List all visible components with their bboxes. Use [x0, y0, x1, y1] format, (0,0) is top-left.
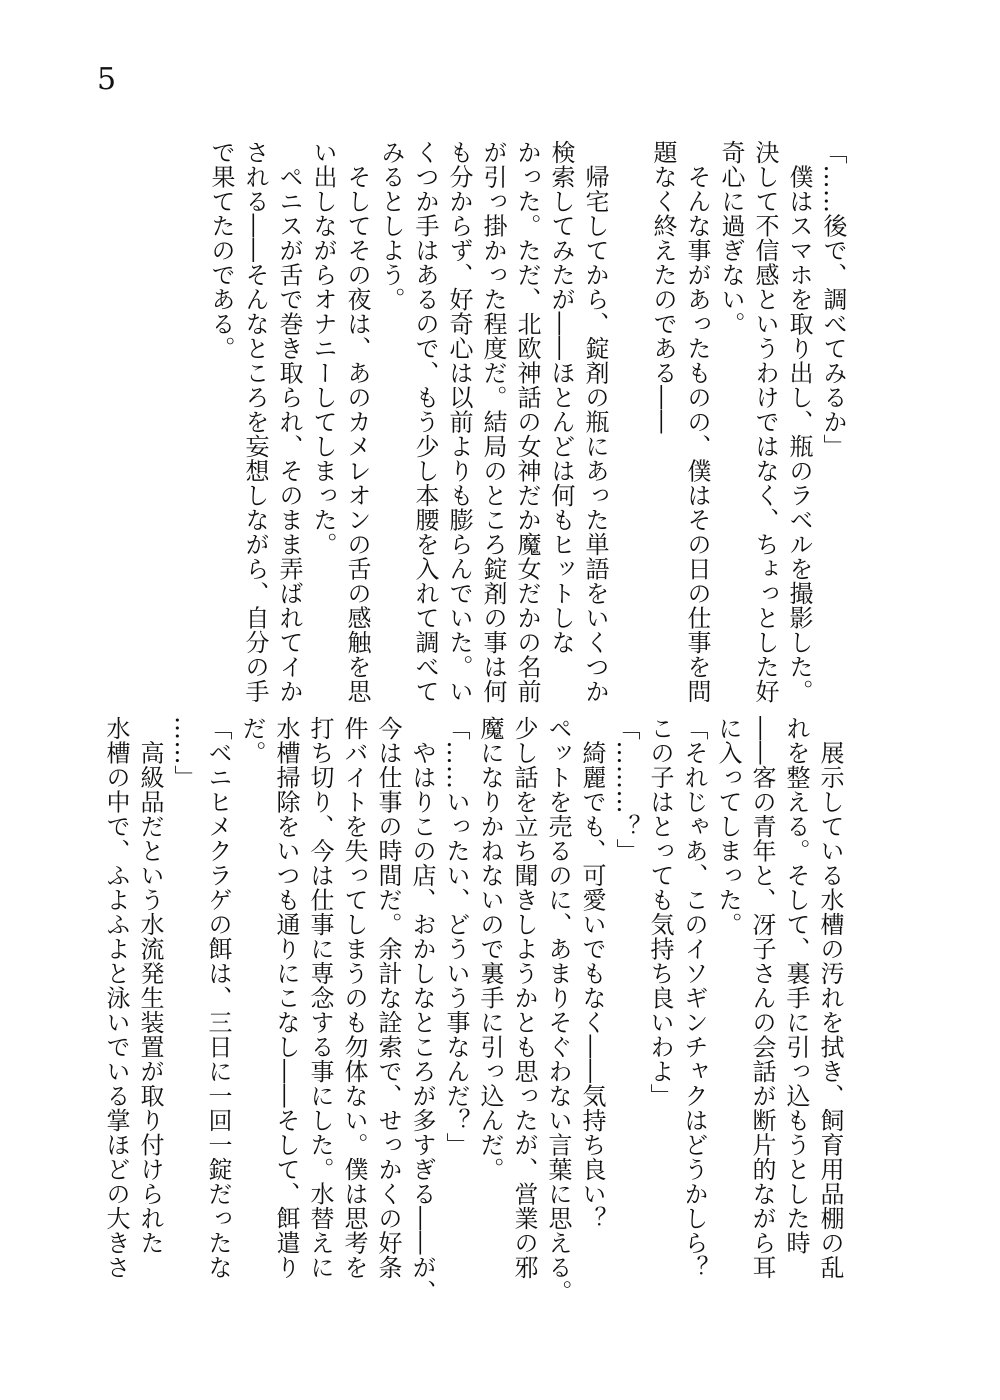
text-line: 打ち切り、今は仕事に専念する事にした。水替えに [306, 716, 334, 1280]
text-line: 帰宅してから、錠剤の瓶にあった単語をいくつか [581, 140, 609, 704]
text-line: みるとしよう。 [377, 140, 405, 312]
text-line: 僕はスマホを取り出し、瓶のラベルを撮影した。 [785, 140, 813, 704]
text-line: で果てたのである。 [207, 140, 235, 361]
text-line: 「……後で、調べてみるか」 [819, 140, 847, 459]
text-line: 魔になりかねないので裏手に引っ込んだ。 [476, 716, 504, 1182]
top-text-block [204, 140, 850, 704]
text-line: この子はとっても気持ち良いわよ」 [646, 716, 674, 1108]
text-line: 奇心に過ぎない。 [717, 140, 745, 336]
text-line: 水槽の中で、ふよふよと泳いでいる掌ほどの大きさ [102, 716, 130, 1280]
text-line: そんな事があったものの、僕はその日の仕事を問 [683, 140, 711, 704]
text-line: 展示している水槽の汚れを拭き、飼育用品棚の乱 [816, 716, 844, 1280]
text-line: ――客の青年と、冴子さんの会話が断片的ながら耳 [748, 716, 776, 1280]
text-line: 題なく終えたのである―― [649, 140, 677, 434]
text-line: やはりこの店、おかしなところが多すぎる――が、 [408, 716, 436, 1304]
text-line: い出しながらオナニーしてしまった。 [309, 140, 337, 557]
text-line: 検索してみたが――ほとんどは何もヒットしな [547, 140, 575, 655]
bottom-text-block [99, 716, 847, 1304]
text-line: そしてその夜は、あのカメレオンの舌の感触を思 [343, 140, 371, 704]
text-line: 綺麗でも、可愛いでもなく――気持ち良い？ [578, 716, 606, 1231]
text-line: だ。 [238, 716, 266, 765]
text-line: 件バイトを失ってしまうのも勿体ない。僕は思考を [340, 716, 368, 1280]
text-line: 水槽掃除をいつも通りにこなし――そして、餌遣り [272, 716, 300, 1280]
text-line: 「………？」 [612, 716, 640, 863]
text-line: 「それじゃあ、このイソギンチャクはどうかしら？ [680, 716, 708, 1280]
text-line: される――そんなところを妄想しながら、自分の手 [241, 140, 269, 704]
text-line: も分からず、好奇心は以前よりも膨らんでいた。い [445, 140, 473, 704]
text-line: かった。ただ、北欧神話の女神だか魔女だかの名前 [513, 140, 541, 704]
text-line: 決して不信感というわけではなく、ちょっとした好 [751, 140, 779, 704]
text-line: ペットを売るのに、あまりそぐわない言葉に思える。 [544, 716, 572, 1304]
text-line: 「ベニヒメクラゲの餌は、三日に一回一錠だったな [204, 716, 232, 1280]
text-line: 「……いったい、どういう事なんだ？」 [442, 716, 470, 1157]
text-line: 高級品だという水流発生装置が取り付けられた [136, 716, 164, 1255]
text-line: れを整える。そして、裏手に引っ込もうとした時 [782, 716, 810, 1255]
text-line: くつか手はあるので、もう少し本腰を入れて調べて [411, 140, 439, 704]
text-line [612, 140, 646, 700]
text-line: が引っ掛かった程度だ。結局のところ錠剤の事は何 [479, 140, 507, 704]
text-line: 今は仕事の時間だ。余計な詮索で、せっかくの好条 [374, 716, 402, 1280]
page-number: 5 [97, 62, 117, 97]
text-line: ペニスが舌で巻き取られ、そのまま弄ばれてイか [275, 140, 303, 704]
text-line: に入ってしまった。 [714, 716, 742, 937]
text-line: ……」 [170, 716, 198, 790]
text-line: 少し話を立ち聞きしようかとも思ったが、営業の邪 [510, 716, 538, 1280]
